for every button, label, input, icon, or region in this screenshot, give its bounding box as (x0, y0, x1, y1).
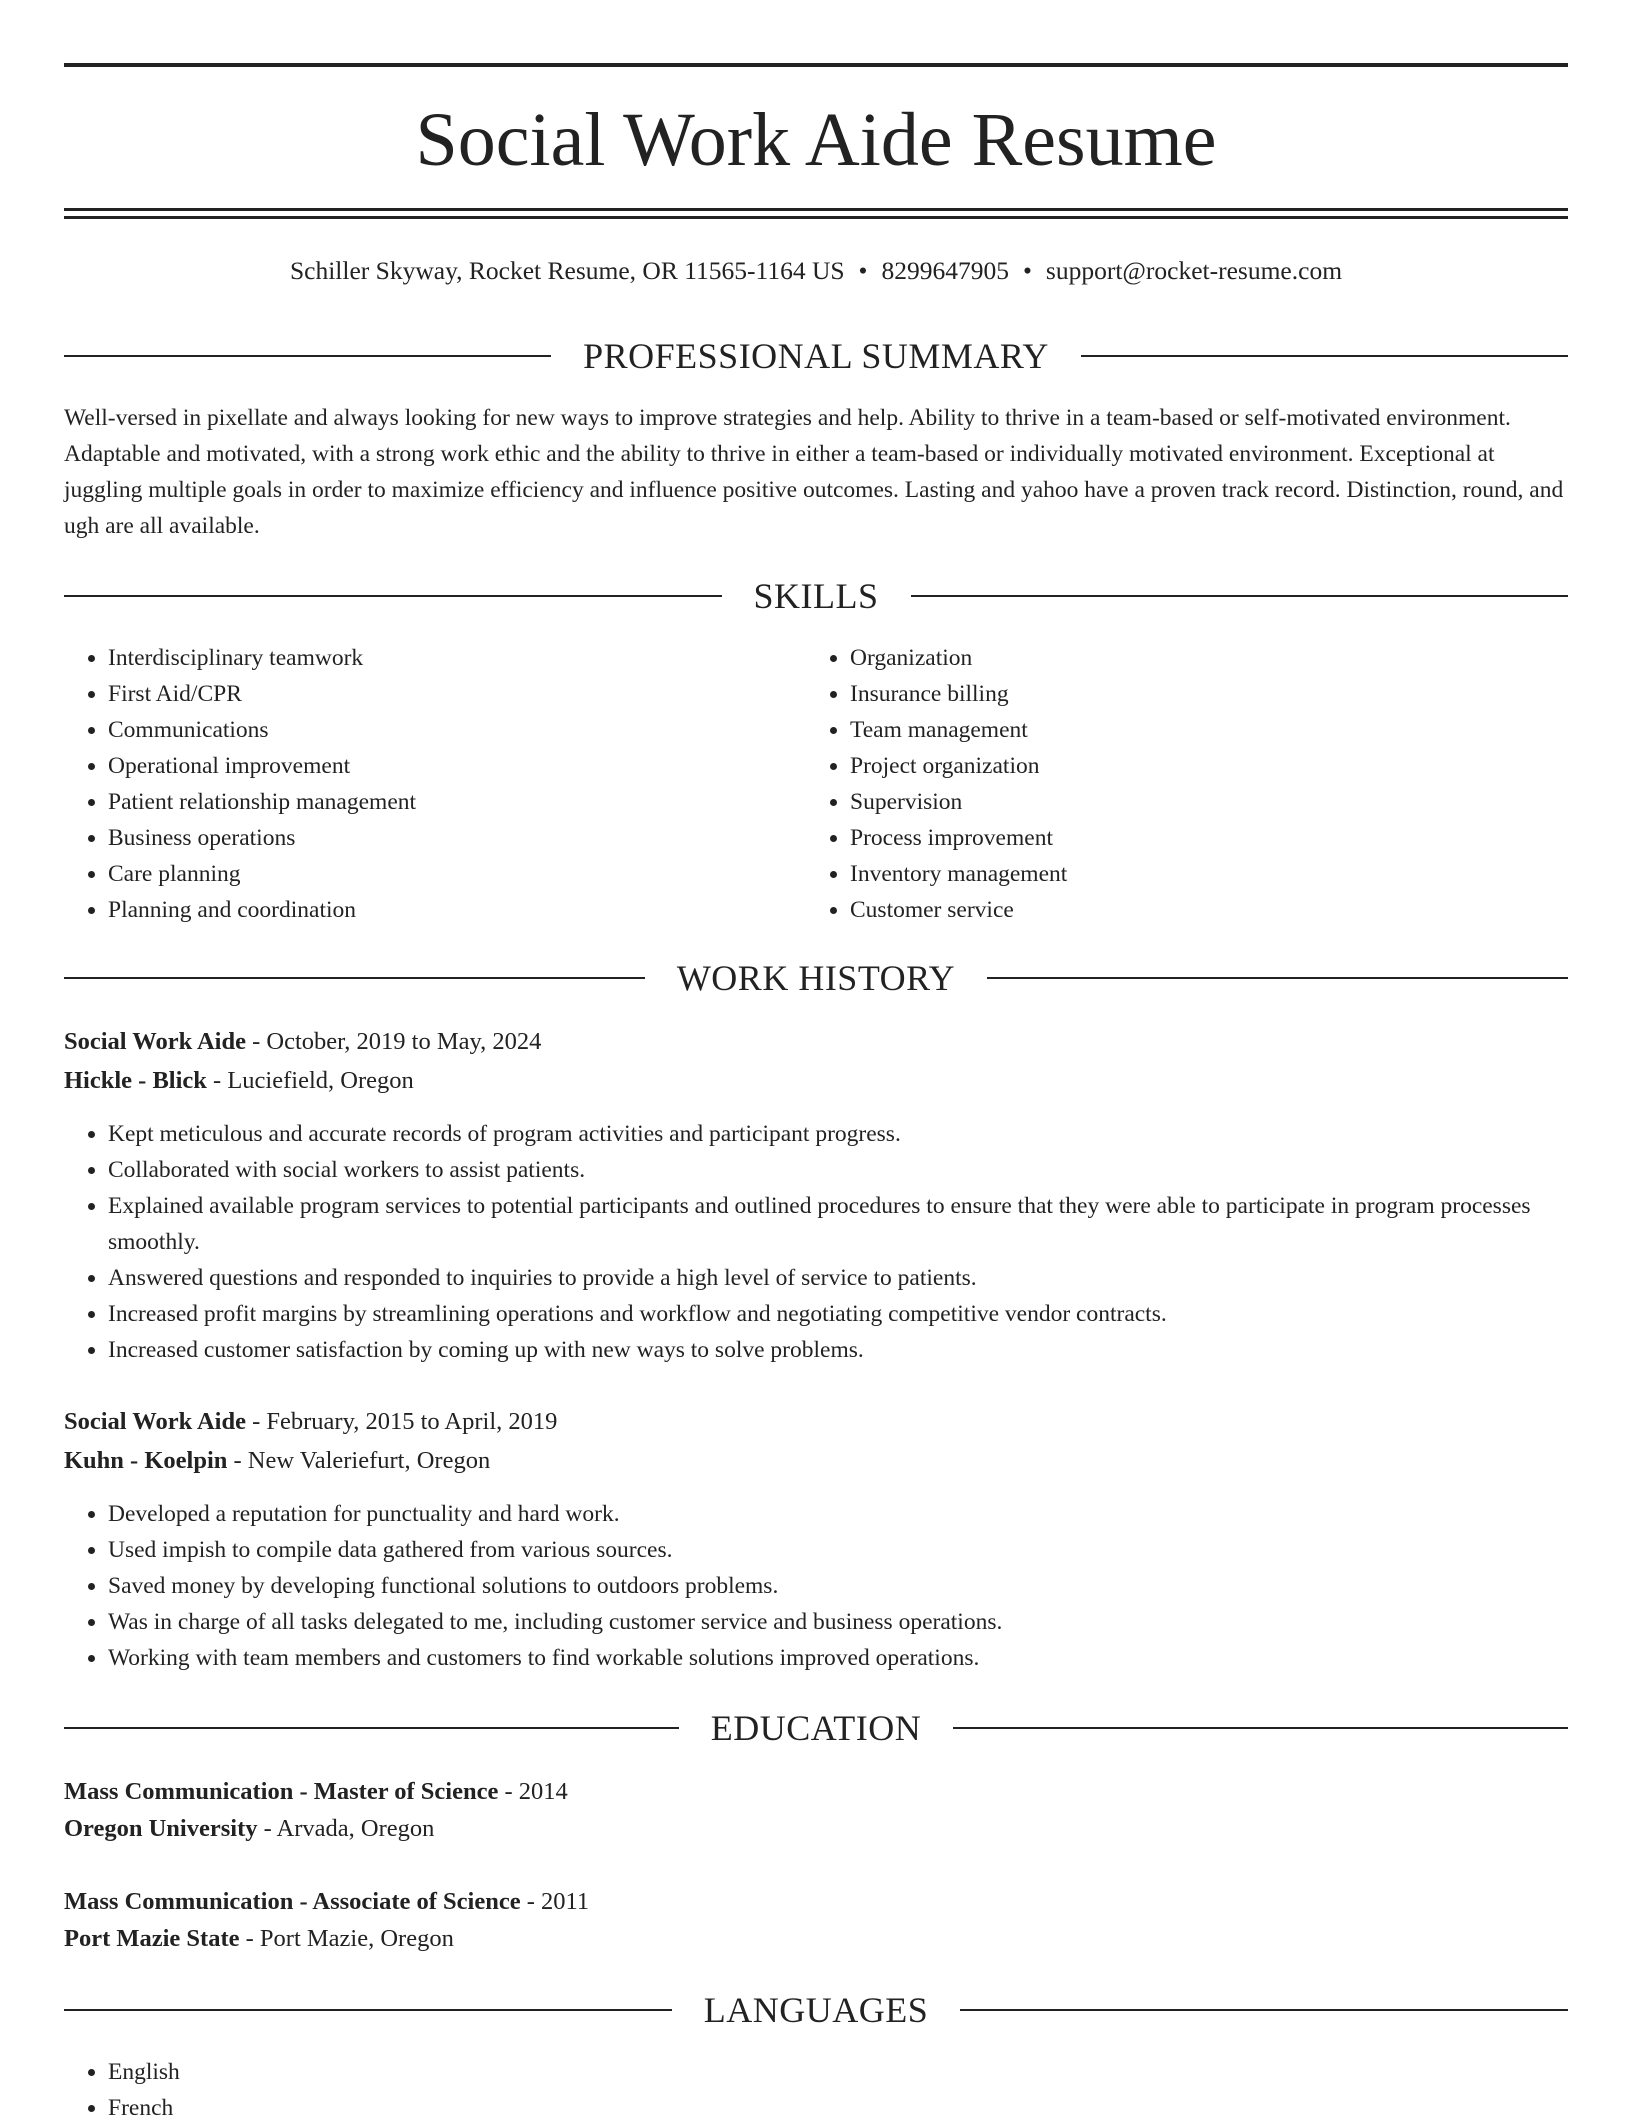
page-title: Social Work Aide Resume (415, 98, 1217, 182)
skill-item: • Project organization (850, 748, 1550, 784)
school-line (64, 1809, 434, 1849)
skills-list-right (806, 640, 1550, 928)
title-double-rule-lower (64, 216, 1568, 219)
contact-line (64, 254, 1568, 288)
job-dates: - February, 2015 to April, 2019 (245, 1408, 558, 1435)
divider (987, 977, 1568, 979)
phone: 8299647905 (881, 256, 1009, 285)
divider (64, 977, 645, 979)
skill-item: • Customer service (850, 892, 1550, 928)
section-title: LANGUAGES (703, 1990, 929, 2030)
separator: • (1022, 256, 1032, 285)
section-header-skills (64, 572, 1568, 620)
degree: Mass Communication - Master of Science (64, 1778, 499, 1805)
job-bullet: • Used impish to compile data gathered from various sources. (108, 1532, 1612, 1568)
separator: • (858, 256, 868, 285)
skill-item: • Organization (850, 640, 1550, 676)
job-bullet: • Answered questions and responded to inquiries to provide a high level of service to patients. (108, 1260, 1612, 1296)
job-location: - New Valeriefurt, Oregon (227, 1447, 491, 1474)
job-title: Social Work Aide (64, 1408, 246, 1435)
skill-item: • Communications (108, 712, 808, 748)
section-header-work-history (64, 954, 1568, 1002)
job-bullet: • Working with team members and customers to find workable solutions improved operations. (108, 1640, 1612, 1676)
divider (64, 595, 722, 597)
job-bullet: • Increased profit margins by streamlining operations and workflow and negotiating competitive vendor contracts. (108, 1296, 1612, 1332)
divider (64, 2009, 672, 2011)
job-title-line (64, 1022, 541, 1062)
language-item: • French (108, 2090, 808, 2126)
degree: Mass Communication - Associate of Science (64, 1888, 521, 1915)
job-dates: - October, 2019 to May, 2024 (245, 1028, 542, 1055)
job-bullets (64, 1116, 1612, 1368)
job-bullet: • Increased customer satisfaction by coming up with new ways to solve problems. (108, 1332, 1612, 1368)
job-company-line (64, 1441, 490, 1481)
job-title-line (64, 1402, 557, 1442)
email: support@rocket-resume.com (1045, 256, 1343, 285)
job-bullet: • Developed a reputation for punctuality and hard work. (108, 1496, 1612, 1532)
job-company: Hickle - Blick (64, 1067, 207, 1094)
job-bullet: • Collaborated with social workers to assist patients. (108, 1152, 1612, 1188)
divider (64, 1727, 679, 1729)
top-rule (64, 63, 1568, 67)
job-company: Kuhn - Koelpin (64, 1447, 228, 1474)
languages-list (64, 2054, 808, 2126)
section-header-education (64, 1704, 1568, 1752)
skill-item: • Supervision (850, 784, 1550, 820)
school-name: Oregon University (64, 1815, 258, 1842)
skills-list-left (64, 640, 808, 928)
job-title: Social Work Aide (64, 1028, 246, 1055)
skill-item: • Team management (850, 712, 1550, 748)
section-title: SKILLS (753, 576, 879, 616)
job-bullet: • Saved money by developing functional solutions to outdoors problems. (108, 1568, 1612, 1604)
summary-text: Well-versed in pixellate and always looking for new ways to improve strategies and help. Ability to thrive in a team-based or self-motivated environment. Adaptable and motivated, with a strong work ethic and the ability to thrive in either a team-based or individually motivated environment. Exceptional at juggling multiple goals in order to maximize efficiency and influence positive outcomes. Lasting and yahoo have a proven track record. Distinction, round, and ugh are all available. (64, 405, 1564, 539)
skill-item: • Planning and coordination (108, 892, 808, 928)
skill-item: • Insurance billing (850, 676, 1550, 712)
graduation-year: - 2011 (520, 1888, 590, 1915)
school-location: - Port Mazie, Oregon (239, 1925, 454, 1952)
skill-item: • Care planning (108, 856, 808, 892)
section-header-summary (64, 332, 1568, 380)
graduation-year: - 2014 (498, 1778, 568, 1805)
divider (953, 1727, 1568, 1729)
divider (64, 355, 551, 357)
skill-item: • Patient relationship management (108, 784, 808, 820)
job-bullet: • Explained available program services to potential participants and outlined procedures to ensure that they were able to participate in program processes smoothly. (108, 1188, 1612, 1260)
language-item: • English (108, 2054, 808, 2090)
skill-item: • Operational improvement (108, 748, 808, 784)
skill-item: • Business operations (108, 820, 808, 856)
degree-line (64, 1772, 568, 1812)
section-title: WORK HISTORY (676, 958, 956, 998)
section-title: EDUCATION (710, 1708, 922, 1748)
skill-item: • Process improvement (850, 820, 1550, 856)
divider (960, 2009, 1568, 2011)
degree-line (64, 1882, 589, 1922)
address: Schiller Skyway, Rocket Resume, OR 11565-1164 US (289, 256, 845, 285)
divider (1081, 355, 1568, 357)
job-bullet: • Was in charge of all tasks delegated to me, including customer service and business operations. (108, 1604, 1612, 1640)
school-location: - Arvada, Oregon (257, 1815, 435, 1842)
skill-item: • Inventory management (850, 856, 1550, 892)
school-line (64, 1919, 454, 1959)
job-location: - Luciefield, Oregon (206, 1067, 414, 1094)
school-name: Port Mazie State (64, 1925, 240, 1952)
job-bullet: • Kept meticulous and accurate records of program activities and participant progress. (108, 1116, 1612, 1152)
skill-item: • Interdisciplinary teamwork (108, 640, 808, 676)
title-double-rule-upper (64, 208, 1568, 211)
divider (911, 595, 1569, 597)
section-title: PROFESSIONAL SUMMARY (583, 336, 1049, 376)
skill-item: • First Aid/CPR (108, 676, 808, 712)
job-company-line (64, 1061, 414, 1101)
job-bullets (64, 1496, 1612, 1676)
section-header-languages (64, 1986, 1568, 2034)
